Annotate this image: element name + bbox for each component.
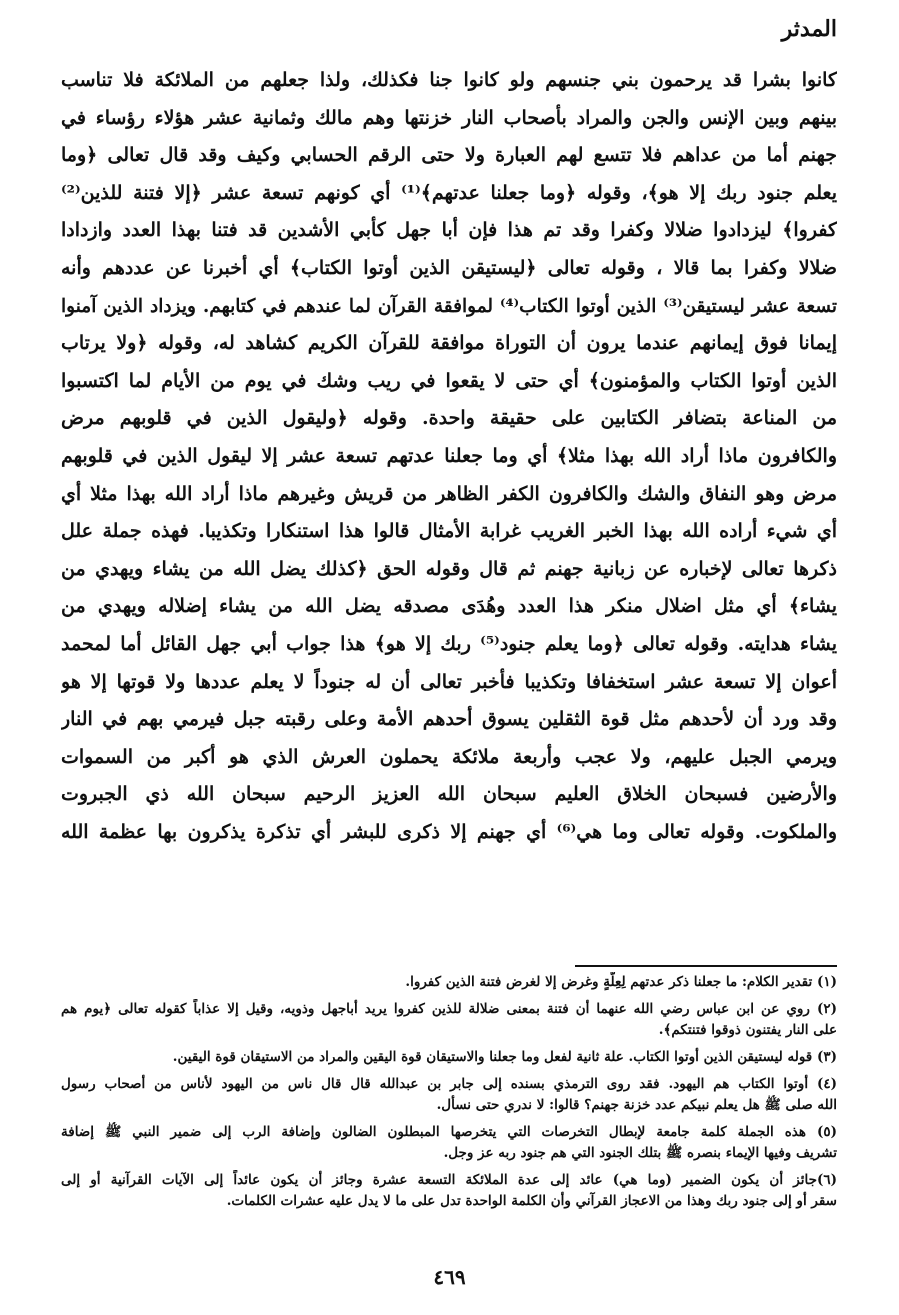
footnote-line: تشريف وفيها الإيماء بنصره ﷺ بتلك الجنود التي هم جنود ربه عز وجل. bbox=[443, 1145, 837, 1161]
text-line: تسعة عشر ليستيقن⁽³⁾ الذين أوتوا الكتاب⁽⁴⁾ لموافقة القرآن لما عندهم في كتابهم. ويزداد الذين آمنوا bbox=[61, 295, 837, 317]
text-line: ويرمي الجبل عليهم، ولا عجب وأربعة ملائكة يحملون العرش الذي هو أكبر من السموات bbox=[61, 745, 837, 768]
text-line: الذين أوتوا الكتاب والمؤمنون﴾ أي حتى لا يقعوا في ريب وشك في يوم من الأيام لما اكتسبوا bbox=[61, 369, 837, 392]
text-line: كانوا بشرا قد يرحمون بني جنسهم ولو كانوا جنا فكذلك، ولذا جعلهم من الملائكة فلا تناسب bbox=[61, 69, 837, 91]
text-line: والملكوت. وقوله تعالى وما هي⁽⁶⁾ أي جهنم إلا ذكرى للبشر أي تذكرة يذكرون بها عظمة الله bbox=[61, 820, 837, 843]
footnote-line: (٥) هذه الجملة كلمة جامعة لإبطال التخرصات التي يتخرصها المبطلون الضالون وإضافة الرب إلى ضمير النبي ﷺ إضافة bbox=[61, 1124, 837, 1140]
text-line: والأرضين فسبحان الخلاق العليم سبحان الله العزيز الرحيم سبحان الله ذي الجبروت bbox=[61, 783, 837, 806]
footnote-separator bbox=[575, 965, 837, 967]
text-line: ذكرها تعالى لإخباره عن زبانية جهنم ثم قال وقوله الحق ﴿كذلك يضل الله من يشاء ويهدي من bbox=[61, 557, 837, 580]
page-number: ٤٦٩ bbox=[433, 1265, 466, 1289]
text-line: بينهم وبين الإنس والجن والمراد بأصحاب النار خزنتها وهم مالك وثمانية عشر هؤلاء رؤساء في bbox=[61, 106, 837, 129]
text-line: أعوان إلا تسعة عشر استخفافا وتكذيبا فأخبر تعالى أن له جنوداً لا يعلم عددها ولا قوتها إلا هو bbox=[61, 670, 837, 693]
text-line: جهنم أما من عداهم فلا تتسع لهم العبارة ولا حتى الرقم الحسابي وكيف وقد قال تعالى ﴿وما bbox=[61, 144, 837, 167]
main-text bbox=[61, 62, 837, 851]
text-line: وقد ورد أن لأحدهم مثل قوة الثقلين يسوق أحدهم الأمة وعلى رقبته جبل فيرمي بهم في النار bbox=[61, 708, 837, 731]
footnote-line: (٣) قوله ليستيقن الذين أوتوا الكتاب. علة ثانية لفعل وما جعلنا والاستيقان قوة اليقين والمراد من الاستيقان قوة اليقين. bbox=[172, 1049, 837, 1065]
footnote-line: (٦)جائز أن يكون الضمير (وما هي) عائد إلى عدة الملائكة التسعة عشرة وجائز أن يكون عائداً إلى الآيات القرآنية أو إلى bbox=[61, 1172, 837, 1188]
text-line: إيمانا فوق إيمانهم عندما يرون أن التوراة موافقة للقرآن الكريم كشاهد له، وقوله ﴿ولا يرتاب bbox=[61, 332, 837, 355]
footnote-6 bbox=[61, 1170, 837, 1212]
text-line: يعلم جنود ربك إلا هو﴾، وقوله ﴿وما جعلنا عدتهم﴾⁽¹⁾ أي كونهم تسعة عشر ﴿إلا فتنة للذين⁽²⁾ bbox=[61, 181, 837, 204]
text-line: يشاء﴾ أي مثل اضلال منكر هذا العدد وهُدَى مصدقه يضل الله من يشاء إضلاله ويهدي من bbox=[61, 595, 837, 618]
footnote-line: (١) تقدير الكلام: ما جعلنا ذكر عدتهم لِعِلَّةٍ وغرض إلا لغرض فتنة الذين كفروا. bbox=[405, 974, 837, 990]
text-line: يشاء هدايته. وقوله تعالى ﴿وما يعلم جنود⁽⁵⁾ ربك إلا هو﴾ هذا جواب أبي جهل القائل أما لمحمد bbox=[61, 632, 837, 655]
running-head: المدثر bbox=[781, 16, 837, 42]
footnotes bbox=[61, 972, 837, 1212]
footnote-line: على النار يفتنون ذوقوا فتنتكم﴾. bbox=[658, 1022, 837, 1038]
footnote-line: الله صلى ﷺ هل يعلم نبيكم عدد خزنة جهنم؟ قالوا: لا ندري حتى نسأل. bbox=[436, 1097, 837, 1113]
text-line: أي شيء أراده الله بهذا الخبر الغريب غرابة الأمثال قالوا هذا استنكارا وتكذيبا. فهذه جملة علل bbox=[61, 520, 837, 543]
footnote-2 bbox=[61, 999, 837, 1041]
text-line: مرض وهو النفاق والشك والكافرون الكفر الظاهر من قريش وغيرهم ماذا أراد الله بهذا مثلا أي bbox=[61, 482, 837, 505]
text-line: ضلالا وكفرا بما قالا ، وقوله تعالى ﴿ليستيقن الذين أوتوا الكتاب﴾ أي أخبرنا عن عددهم وأنه bbox=[61, 256, 837, 279]
footnote-line: (٢) روي عن ابن عباس رضي الله عنهما أن فتنة بمعنى ضلالة للذين كفروا يريد أباجهل وذويه، وقيل إلا عذاباً كقوله تعالى ﴿يوم هم bbox=[61, 1001, 837, 1017]
footnote-3 bbox=[61, 1047, 837, 1068]
footnote-line: سقر أو إلى جنود ربك وهذا من الاعجاز القرآني وأن الكلمة الواحدة تدل على ما لا يدل عليه عشرات الكلمات. bbox=[226, 1193, 837, 1209]
footnote-line: (٤) أوتوا الكتاب هم اليهود. فقد روى الترمذي بسنده إلى جابر بن عبدالله قال قال ناس من اليهود لأناس من أصحاب رسول bbox=[61, 1076, 837, 1092]
text-line: كفروا﴾ ليزدادوا ضلالا وكفرا وقد تم هذا فإن أبا جهل كأبي الأشدين قد فتنا بهذا العدد وازدادا bbox=[61, 219, 837, 242]
footnote-1 bbox=[61, 972, 837, 993]
text-line: من المناعة بتضافر الكتابين على حقيقة واحدة. وقوله ﴿وليقول الذين في قلوبهم مرض bbox=[61, 407, 837, 430]
text-line: والكافرون ماذا أراد الله بهذا مثلا﴾ أي وما جعلنا عدتهم تسعة عشر إلا ليقول الذين في قلوبهم bbox=[61, 444, 837, 467]
footnote-4 bbox=[61, 1074, 837, 1116]
footnote-5 bbox=[61, 1122, 837, 1164]
